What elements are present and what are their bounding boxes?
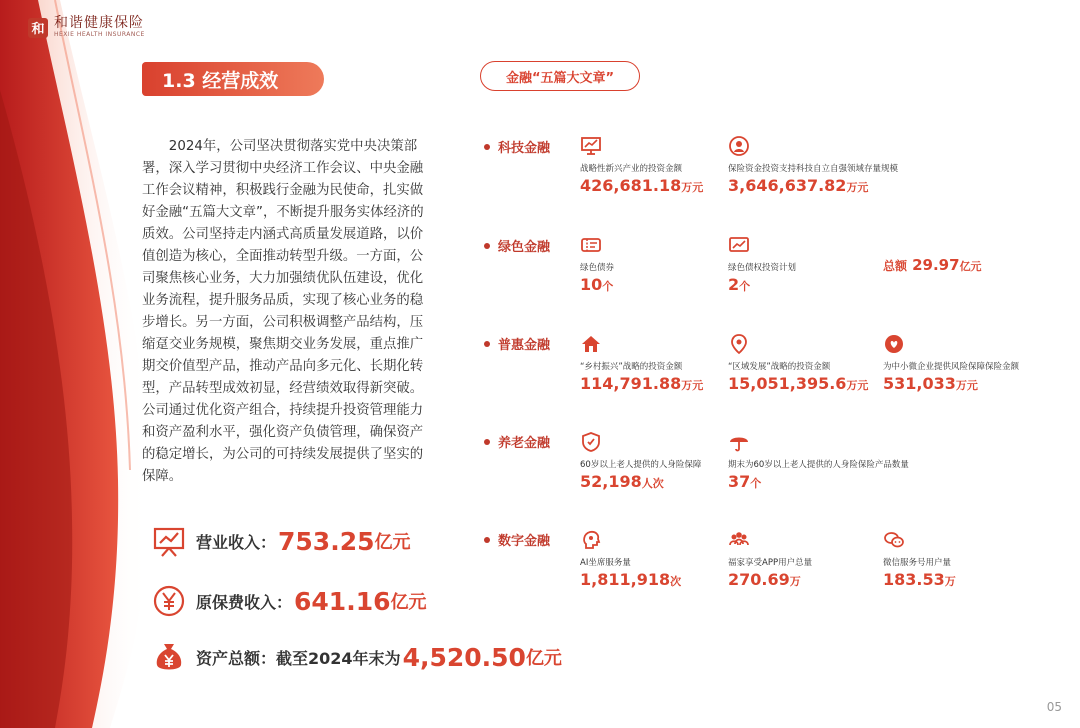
paragraph-line: 署，深入学习贯彻中央经济工作会议、中央金融 bbox=[142, 161, 424, 176]
section-title: 1.3 经营成效 bbox=[142, 62, 324, 96]
metric-item bbox=[883, 529, 1038, 589]
kpi-unit: 亿元 bbox=[525, 648, 562, 669]
metric-value: 1,811,918 bbox=[580, 570, 671, 589]
metric-unit: 次 bbox=[670, 575, 682, 588]
category-digital-finance bbox=[484, 530, 550, 549]
summary-paragraph bbox=[142, 136, 434, 488]
metric-value: 3,646,637.82 bbox=[728, 176, 847, 195]
kpi-unit: 亿元 bbox=[390, 592, 427, 613]
paragraph-line: 保障。 bbox=[142, 469, 183, 484]
green-finance-total bbox=[883, 255, 982, 274]
metric-unit: 万 bbox=[789, 575, 801, 588]
metric-unit: 人次 bbox=[641, 477, 664, 490]
metric-label: “区域发展”战略的投资金额 bbox=[728, 362, 831, 372]
kpi-original-premium bbox=[152, 584, 427, 618]
metric-value: 15,051,395.6 bbox=[728, 374, 847, 393]
paragraph-line: 步增长。另一方面，公司积极调整产品结构，压 bbox=[142, 315, 424, 330]
total-label: 总额 bbox=[883, 259, 908, 273]
metric-unit: 万元 bbox=[681, 181, 704, 194]
location-pin-icon bbox=[728, 333, 750, 355]
metric-unit: 万元 bbox=[846, 379, 869, 392]
metric-item bbox=[728, 234, 883, 294]
money-bag-icon bbox=[152, 640, 186, 674]
kpi-total-assets bbox=[152, 640, 562, 674]
paragraph-line: 期交价值型产品，推动产品向多元化、长期化转 bbox=[142, 359, 424, 374]
metric-label: 绿色债券 bbox=[580, 263, 615, 273]
category-tech-finance bbox=[484, 137, 550, 156]
metric-label: 战略性新兴产业的投资金额 bbox=[580, 164, 683, 174]
kpi-value: 641.16 bbox=[294, 586, 391, 616]
kpi-label: 资产总额： bbox=[196, 648, 277, 668]
trend-screen-icon bbox=[728, 234, 750, 256]
total-unit: 亿元 bbox=[959, 260, 982, 273]
bullet-dot bbox=[484, 439, 490, 445]
ai-head-icon bbox=[580, 529, 602, 551]
paragraph-line: 2024年，公司坚决贯彻落实党中央决策部 bbox=[168, 139, 418, 154]
metric-label: 期末为60岁以上老人提供的人身险保险产品数量 bbox=[728, 460, 909, 470]
bullet-dot bbox=[484, 144, 490, 150]
kpi-value: 4,520.50 bbox=[402, 642, 526, 672]
metric-value: 52,198 bbox=[580, 472, 642, 491]
total-value: 29.97 bbox=[912, 256, 960, 274]
five-articles-badge: 金融“五篇大文章” bbox=[480, 61, 640, 91]
paragraph-line: 缩趸交业务规模，聚焦期交业务发展，重点推广 bbox=[142, 337, 424, 352]
brand-logo bbox=[28, 16, 145, 39]
bullet-dot bbox=[484, 341, 490, 347]
metric-value: 426,681.18 bbox=[580, 176, 682, 195]
shield-heart-icon bbox=[883, 333, 905, 355]
paragraph-line: 和资产盈利水平，强化资产负债管理，确保资产 bbox=[142, 425, 424, 440]
category-label: 绿色金融 bbox=[498, 240, 551, 255]
metric-value: 2 bbox=[728, 275, 740, 294]
paragraph-line: 好金融“五篇大文章”，不断提升服务实体经济的 bbox=[142, 205, 424, 220]
metric-item bbox=[728, 333, 883, 393]
category-pension-finance bbox=[484, 432, 550, 451]
metric-value: 183.53 bbox=[883, 570, 945, 589]
metric-value: 114,791.88 bbox=[580, 374, 682, 393]
metric-label: AI坐席服务量 bbox=[580, 558, 631, 568]
yen-coin-icon bbox=[152, 584, 186, 618]
metric-unit: 万元 bbox=[955, 379, 978, 392]
metric-unit: 个 bbox=[739, 280, 751, 293]
bullet-dot bbox=[484, 537, 490, 543]
kpi-label: 原保费收入： bbox=[196, 592, 293, 612]
category-inclusive-finance bbox=[484, 334, 550, 353]
metric-value: 531,033 bbox=[883, 374, 956, 393]
metric-item bbox=[580, 529, 735, 589]
metric-label: 为中小微企业提供风险保障保险金额 bbox=[883, 362, 1020, 372]
category-green-finance bbox=[484, 236, 550, 255]
metric-label: 微信服务号用户量 bbox=[883, 558, 952, 568]
metric-label: 60岁以上老人提供的人身险保障 bbox=[580, 460, 702, 470]
bullet-dot bbox=[484, 243, 490, 249]
paragraph-line: 司聚焦核心业务，大力加强绩优队伍建设，优化 bbox=[142, 271, 424, 286]
metric-unit: 个 bbox=[750, 477, 762, 490]
shield-badge-icon bbox=[580, 431, 602, 453]
shield-person-icon bbox=[728, 135, 750, 157]
paragraph-line: 业务流程，提升服务品质，实现了核心业务的稳 bbox=[142, 293, 424, 308]
metric-label: 绿色债权投资计划 bbox=[728, 263, 797, 273]
metric-unit: 万 bbox=[944, 575, 956, 588]
category-label: 数字金融 bbox=[498, 534, 551, 549]
metric-unit: 个 bbox=[602, 280, 614, 293]
presentation-chart-icon bbox=[152, 524, 186, 558]
metric-value: 10 bbox=[580, 275, 603, 294]
metric-unit: 万元 bbox=[846, 181, 869, 194]
metric-item bbox=[883, 333, 1063, 393]
kpi-operating-revenue bbox=[152, 524, 411, 558]
kpi-unit: 亿元 bbox=[374, 532, 411, 553]
brand-name-cn: 和谐健康保险 bbox=[54, 15, 144, 31]
umbrella-icon bbox=[728, 431, 750, 453]
category-label: 养老金融 bbox=[498, 436, 551, 451]
kpi-prefix: 截至2024年末为 bbox=[276, 648, 401, 668]
paragraph-line: 型，产品转型成效初显，经营绩效取得新突破。 bbox=[142, 381, 424, 396]
metric-item bbox=[580, 135, 735, 195]
metric-label: “乡村振兴”战略的投资金额 bbox=[580, 362, 683, 372]
metric-label: 保险资金投资支持科技自立自强领域存量规模 bbox=[728, 164, 899, 174]
kpi-label: 营业收入： bbox=[196, 532, 277, 552]
logo-mark: 和 bbox=[28, 18, 48, 38]
metric-item bbox=[728, 431, 968, 491]
users-group-icon bbox=[728, 529, 750, 551]
paragraph-line: 质效。公司坚持走内涵式高质量发展道路，以价 bbox=[142, 227, 424, 242]
house-icon bbox=[580, 333, 602, 355]
metric-item bbox=[580, 431, 735, 491]
metric-item bbox=[580, 333, 735, 393]
paragraph-line: 工作会议精神，积极践行金融为民使命，扎实做 bbox=[142, 183, 424, 198]
page-number: 05 bbox=[1046, 700, 1062, 714]
metric-unit: 万元 bbox=[681, 379, 704, 392]
brand-name-en: HEXIE HEALTH INSURANCE bbox=[54, 31, 145, 38]
paragraph-line: 值创造为核心，全面推动转型升级。一方面，公 bbox=[142, 249, 424, 264]
monitor-chart-icon bbox=[580, 135, 602, 157]
paragraph-line: 公司通过优化资产组合，持续提升投资管理能力 bbox=[142, 403, 424, 418]
category-label: 普惠金融 bbox=[498, 338, 551, 353]
kpi-value: 753.25 bbox=[278, 526, 375, 556]
metric-item bbox=[728, 529, 883, 589]
bond-ticket-icon bbox=[580, 234, 602, 256]
paragraph-line: 的稳定增长，为公司的可持续发展提供了坚实的 bbox=[142, 447, 424, 462]
chat-bubbles-icon bbox=[883, 529, 905, 551]
metric-value: 270.69 bbox=[728, 570, 790, 589]
metric-item bbox=[580, 234, 735, 294]
category-label: 科技金融 bbox=[498, 141, 551, 156]
metric-label: 福家享受APP用户总量 bbox=[728, 558, 813, 568]
metric-item bbox=[728, 135, 968, 195]
metric-value: 37 bbox=[728, 472, 751, 491]
